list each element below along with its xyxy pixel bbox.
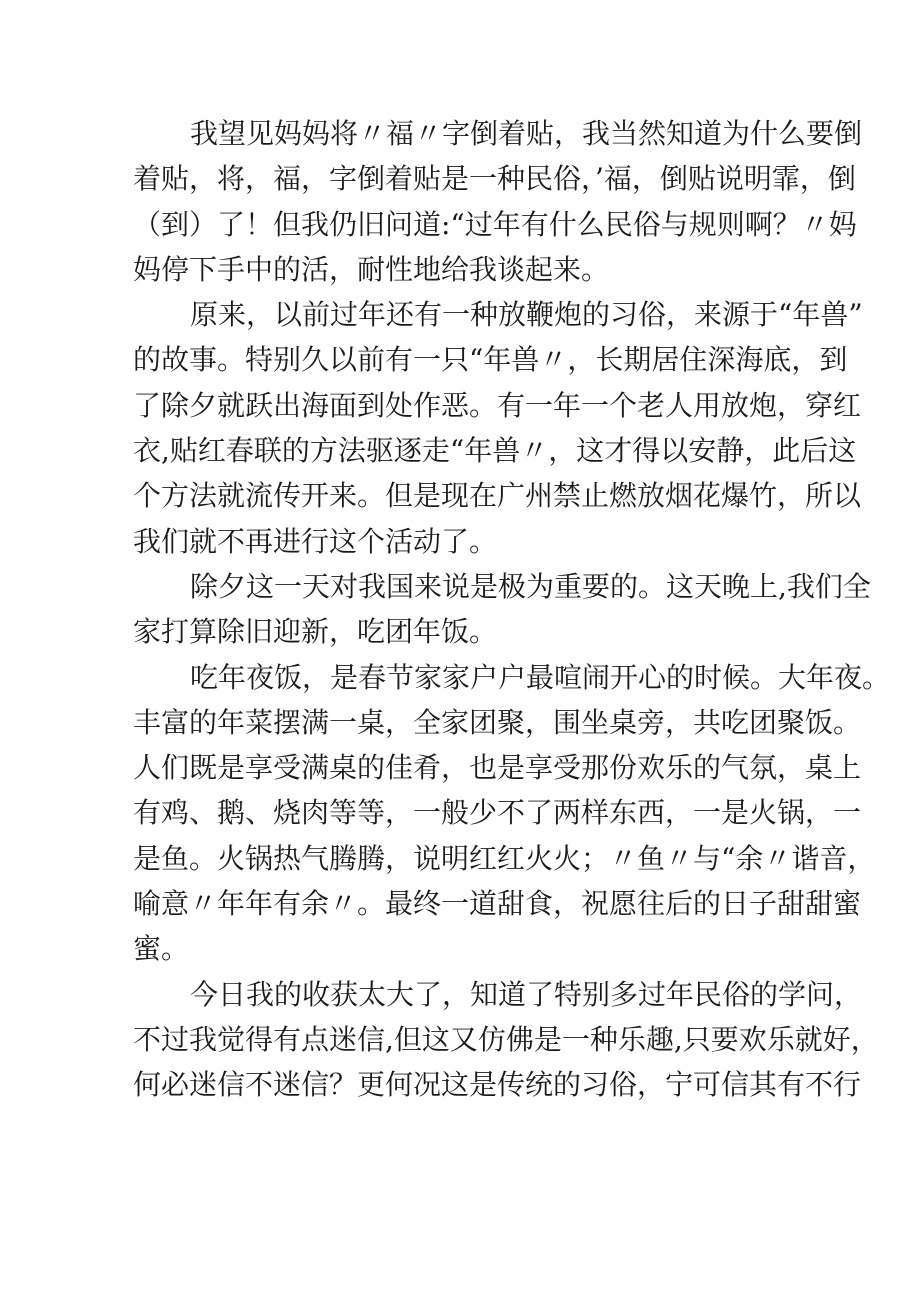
essay-body [133, 111, 891, 1108]
paragraph-reunion-dinner [133, 655, 891, 972]
text-line: 的故事。特别久以前有一只“年兽〃，长期居住深海底，到 [133, 343, 848, 377]
text-line: 蜜。 [133, 932, 190, 966]
text-line: 我们就不再进行这个活动了。 [133, 524, 498, 558]
text-line: 喻意〃年年有余〃。最终一道甜食，祝愿往后的日子甜甜蜜 [133, 887, 862, 921]
text-line: 不过我觉得有点迷信,但这又仿佛是一种乐趣,只要欢乐就好， [133, 1022, 879, 1056]
text-line: 是鱼。火锅热气腾腾，说明红红火火；〃鱼〃与“余〃谐音， [133, 841, 876, 875]
paragraph-fu-character [133, 111, 863, 292]
text-line: 有鸡、鹅、烧肉等等，一般少不了两样东西，一是火锅，一 [133, 796, 862, 830]
text-line: 除夕这一天对我国来说是极为重要的。这天晚上,我们全 [190, 569, 871, 603]
text-line: 今日我的收获太大了，知道了特别多过年民俗的学问， [190, 977, 863, 1011]
paragraph-new-year-eve [133, 564, 871, 655]
text-line: 原来，以前过年还有一种放鞭炮的习俗，来源于“年兽” [190, 298, 863, 332]
text-line: 吃年夜饭，是春节家家户户最喧闹开心的时候。大年夜。 [190, 660, 891, 694]
text-line: 家打算除旧迎新，吃团年饭。 [133, 615, 498, 649]
text-line: 我望见妈妈将〃福〃字倒着贴，我当然知道为什么要倒 [190, 117, 863, 150]
text-line: （到）了！但我仍旧问道:“过年有什么民俗与规则啊？〃妈 [133, 207, 857, 241]
paragraph-firecrackers [133, 292, 863, 564]
text-line: 丰富的年菜摆满一桌，全家团聚，围坐桌旁，共吃团聚饭。 [133, 705, 862, 739]
text-line: 个方法就流传开来。但是现在广州禁止燃放烟花爆竹，所以 [133, 479, 862, 513]
text-line: 人们既是享受满桌的佳肴，也是享受那份欢乐的气氛，桌上 [133, 751, 862, 785]
text-line: 衣,贴红春联的方法驱逐走“年兽〃，这才得以安静，此后这 [133, 434, 857, 468]
text-line: 妈停下手中的活，耐性地给我谈起来。 [133, 252, 610, 286]
text-line: 何必迷信不迷信？更何况这是传统的习俗，宁可信其有不行 [133, 1068, 862, 1102]
text-line: 着贴，将，福，字倒着贴是一种民俗，’福，倒贴说明霏，倒 [133, 162, 856, 196]
paragraph-reflection [133, 972, 879, 1108]
text-line: 了除夕就跃出海面到处作恶。有一年一个老人用放炮，穿红 [133, 388, 862, 422]
